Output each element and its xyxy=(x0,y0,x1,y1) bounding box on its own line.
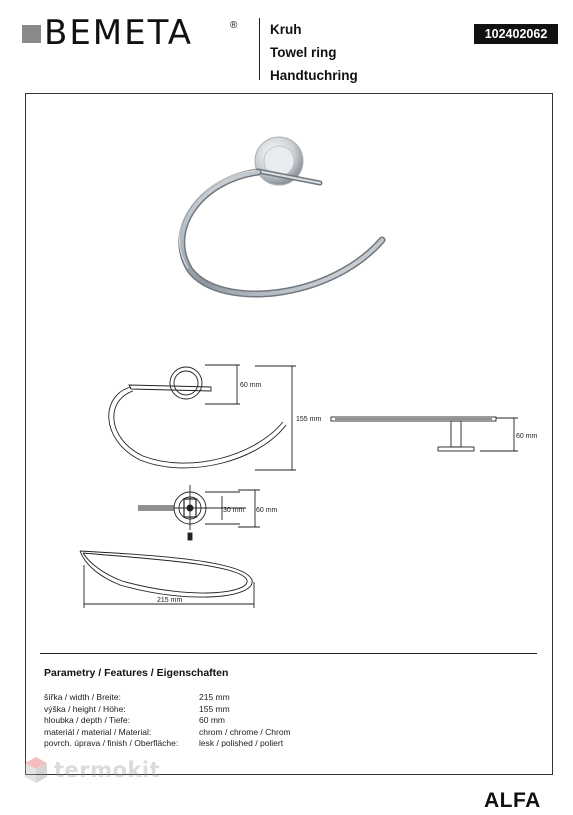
param-label: materiál / material / Material: xyxy=(44,726,152,737)
title-english: Towel ring xyxy=(270,45,337,60)
dim-height-label: 155 mm xyxy=(296,416,322,423)
param-value: 155 mm xyxy=(199,703,230,714)
parameters-row xyxy=(44,738,291,750)
dim-inner-label: 30 mm xyxy=(223,507,245,514)
param-label: výška / height / Höhe: xyxy=(44,703,126,714)
dim-rosette-label: 60 mm xyxy=(240,382,262,389)
mounting-view xyxy=(80,485,260,608)
watermark-text: termokit xyxy=(54,758,161,782)
parameters-heading: Parametry / Features / Eigenschaften xyxy=(44,667,229,679)
param-value: chrom / chrome / Chrom xyxy=(199,726,291,737)
brand-logo: BEMETA xyxy=(44,13,194,53)
parameters-row xyxy=(44,715,291,727)
product-code-badge: 102402062 xyxy=(474,24,558,44)
dim-width-label: 215 mm xyxy=(157,597,183,604)
dim-rosette-plan-label: 60 mm xyxy=(256,507,278,514)
parameters-row xyxy=(44,727,291,739)
parameters-row xyxy=(44,692,291,704)
parameters-divider xyxy=(40,653,537,654)
registered-mark: ® xyxy=(230,20,238,31)
parameters-row xyxy=(44,704,291,716)
front-view xyxy=(109,365,296,470)
side-view xyxy=(331,417,518,451)
title-czech: Kruh xyxy=(270,22,302,37)
watermark xyxy=(24,756,160,784)
param-label: šířka / width / Breite: xyxy=(44,692,121,702)
param-value: 60 mm xyxy=(199,715,225,726)
param-label: hloubka / depth / Tiefe: xyxy=(44,715,131,726)
param-value: 215 mm xyxy=(199,692,230,702)
cube-logo-icon xyxy=(24,756,48,784)
param-label: povrch. úprava / finish / Oberfläche: xyxy=(44,738,179,749)
product-render xyxy=(179,137,382,294)
title-german: Handtuchring xyxy=(270,68,358,83)
series-name: ALFA xyxy=(484,789,541,812)
param-value: lesk / polished / poliert xyxy=(199,738,284,749)
parameters-table xyxy=(44,692,291,750)
dim-depth-label: 60 mm xyxy=(516,433,538,440)
